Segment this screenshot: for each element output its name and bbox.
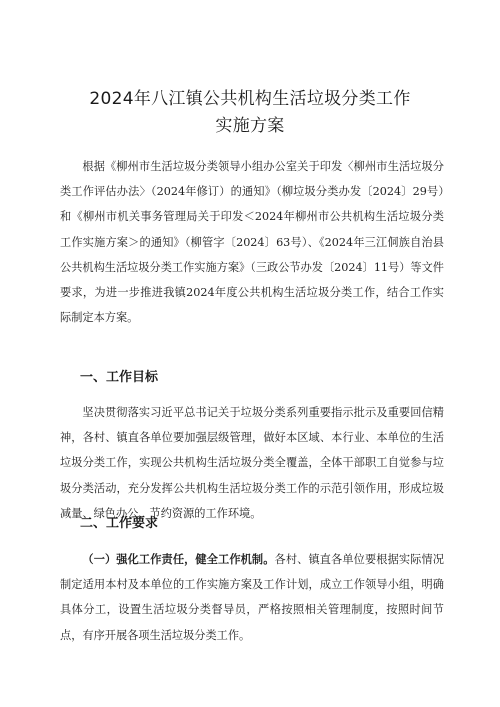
section-heading-requirements: 二、工作要求	[80, 516, 159, 531]
requirements-item-1-lead: （一）强化工作责任，健全工作机制。	[82, 552, 275, 566]
goals-paragraph: 坚决贯彻落实习近平总书记关于垃圾分类系列重要指示批示及重要回信精神，各村、镇直各单位要加强层级管理，做好本区域、本行业、本单位的生活垃圾分类工作，实现公共机构生活垃圾分类全覆盖，全体干部职工自觉参与垃圾分类活动，充分发挥公共机构生活垃圾分类工作的示范引领作用，形成垃圾减量、绿色办公、节约资源的工作环境。	[60, 406, 444, 520]
requirements-item-1-body: 各村、镇直各单位要根据实际情况制定适用本村及本单位的工作实施方案及工作计划，成立工作领导小组，明确具体分工，设置生活垃圾分类督导员，严格按照相关管理制度，按照时间节点，有序开展各项生活垃圾分类工作。	[60, 553, 444, 642]
document-title-line1: 2024年八江镇公共机构生活垃圾分类工作	[89, 89, 411, 109]
intro-paragraph: 根据《柳州市生活垃圾分类领导小组办公室关于印发〈柳州市生活垃圾分类工作评估办法〉（2024年修订）的通知》（柳垃圾分类办发〔2024〕29号）和《柳州市机关事务管理局关于印发＜2024年柳州市公共机构生活垃圾分类工作实施方案＞的通知》（柳管字〔2024〕63号）、《2024年三江侗族自治县公共机构生活垃圾分类工作实施方案》（三政公节办发〔2024〕11号）等文件要求，为进一步推进我镇2024年度公共机构生活垃圾分类工作，结合工作实际制定本方案。	[60, 160, 444, 325]
document-title-line2: 实施方案	[215, 116, 285, 136]
requirements-item-1	[60, 547, 444, 648]
section-heading-goals: 一、工作目标	[80, 370, 159, 385]
